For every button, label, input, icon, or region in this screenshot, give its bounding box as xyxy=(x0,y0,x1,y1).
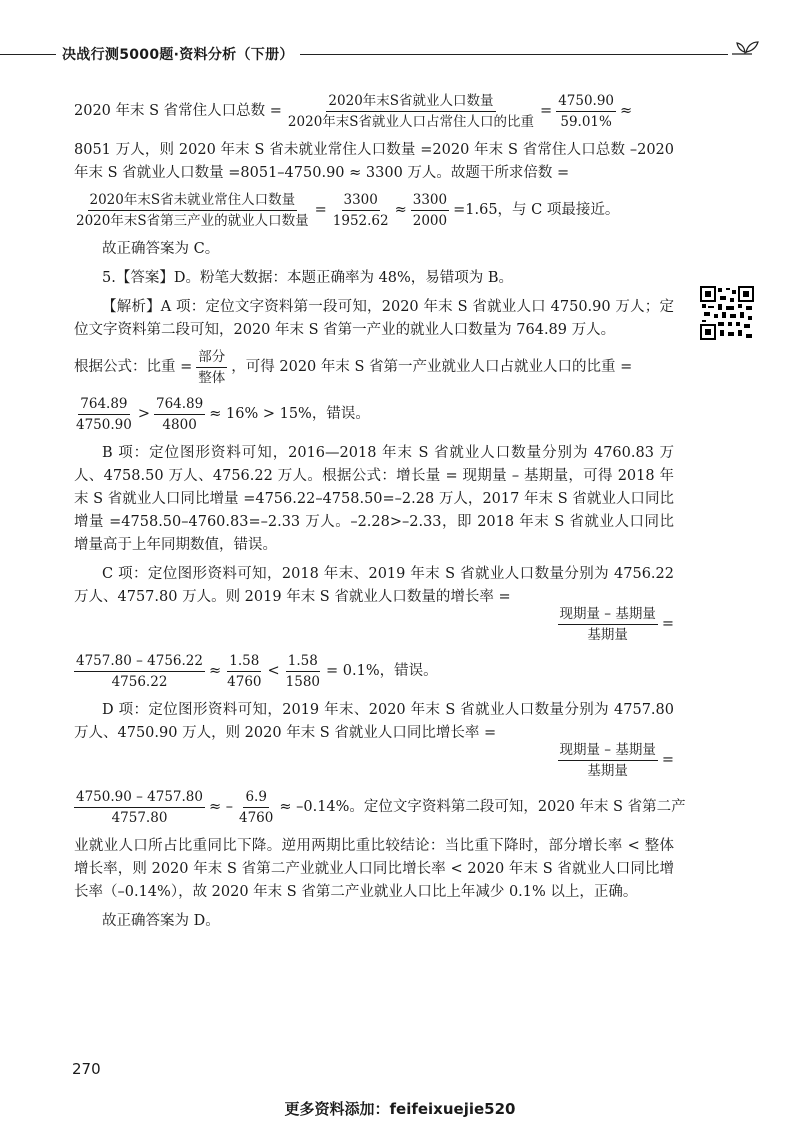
fraction xyxy=(74,652,205,691)
approx-sign: ≈ – xyxy=(208,799,233,815)
fraction-denominator: 2020年末S省第三产业的就业人口数量 xyxy=(76,213,309,229)
equals-sign: = xyxy=(661,752,674,768)
fraction xyxy=(196,348,227,387)
page-number: 270 xyxy=(72,1060,101,1078)
analysis-b: B 项：定位图形资料可知，2016—2018 年末 S 省就业人口数量分别为 4760.83 万人、4758.50 万人、4756.22 万人。根据公式：增长量 = 现期量 – 基期量，可得 2018 年末 S 省就业人口同比增量 =4756.22–4758.50=–2.28 万人，2017 年末 S 省就业人口同比增量 =4758.50–4760.83=–2.33 万人。–2.28>–2.33，即 2018 年末 S 省就业人口同比增量高于上年同期数值，错误。 xyxy=(74,445,674,553)
analysis-d-continued: 业就业人口所占比重同比下降。逆用两期比重比较结论：当比重下降时，部分增长率 < 整体增长率，则 2020 年末 S 省第二产业就业人口同比增长率 < 2020 年末 S 省就业人口同比增长率（–0.14%），故 2020 年末 S 省第二产业就业人口比上年减少 0.1% 以上，正确。 xyxy=(74,838,674,900)
fraction xyxy=(74,191,311,230)
approx-sign: ≈ xyxy=(620,103,633,119)
fraction-numerator: 3300 xyxy=(411,191,449,211)
fraction-numerator: 764.89 xyxy=(154,395,205,415)
fraction-denominator: 4800 xyxy=(162,417,197,433)
fraction-numerator: 764.89 xyxy=(78,395,129,415)
fraction-numerator: 6.9 xyxy=(243,788,268,808)
paragraph-calc: 8051 万人，则 2020 年末 S 省未就业常住人口数量 =2020 年末 S 省常住人口总数 –2020 年末 S 省就业人口数量 =8051–4750.90 ≈ 3300 万人。故题干所求倍数 = xyxy=(74,142,674,181)
fraction xyxy=(154,395,205,434)
approx-sign: ≈ xyxy=(394,202,407,218)
formula-row-a2 xyxy=(74,395,674,434)
header-rule-right xyxy=(300,54,728,55)
header-rule-left xyxy=(0,54,56,55)
fraction xyxy=(556,92,616,131)
formula-result: = 0.1%，错误。 xyxy=(326,663,438,679)
fraction-denominator: 4750.90 xyxy=(76,417,132,433)
running-header xyxy=(0,38,800,68)
footer-note: 更多资料添加：feifeixuejie520 xyxy=(284,1100,516,1118)
fraction xyxy=(411,191,449,230)
formula-row-d1 xyxy=(74,741,674,780)
fraction xyxy=(286,92,536,131)
approx-sign: ≈ xyxy=(208,663,222,679)
formula-tail: =1.65，与 C 项最接近。 xyxy=(453,202,620,218)
fraction-denominator: 1952.62 xyxy=(332,213,389,229)
fraction-numerator: 1.58 xyxy=(286,652,320,672)
fraction-denominator: 4760 xyxy=(227,674,262,690)
formula-row-c2 xyxy=(74,652,674,691)
fraction xyxy=(237,788,275,827)
greater-than-sign: > xyxy=(137,406,150,422)
fraction-numerator: 部分 xyxy=(196,348,227,368)
fraction xyxy=(225,652,263,691)
header-title: 决战行测5000题·资料分析（下册） xyxy=(62,47,294,63)
equals-sign: = xyxy=(314,202,327,218)
formula-tail: ≈ –0.14%。定位文字资料第二段可知，2020 年末 S 省第二产 xyxy=(279,799,686,815)
fraction-numerator: 现期量 – 基期量 xyxy=(558,605,658,625)
fraction-denominator: 2000 xyxy=(412,213,448,229)
formula-tail: ，可得 2020 年末 S 省第一产业就业人口占就业人口的比重 = xyxy=(231,359,633,375)
formula-row-a1 xyxy=(74,348,674,387)
less-than-sign: < xyxy=(267,663,280,679)
fraction-numerator: 2020年末S省就业人口数量 xyxy=(326,92,495,112)
fraction xyxy=(558,605,658,644)
fraction-denominator: 整体 xyxy=(198,370,226,386)
analysis-d: D 项：定位图形资料可知，2019 年末、2020 年末 S 省就业人口数量分别为 4757.80 万人、4750.90 万人，则 2020 年末 S 省就业人口同比增长率 = xyxy=(74,702,674,741)
formula-row-ratio xyxy=(74,191,674,230)
fraction-numerator: 2020年末S省未就业常住人口数量 xyxy=(88,191,298,211)
fraction-numerator: 4750.90 – 4757.80 xyxy=(74,788,205,808)
fraction-numerator: 4757.80 – 4756.22 xyxy=(74,652,205,672)
fraction-numerator: 现期量 – 基期量 xyxy=(558,741,658,761)
formula-row-d2 xyxy=(74,788,686,827)
fraction xyxy=(331,191,391,230)
fraction-numerator: 4750.90 xyxy=(556,92,616,112)
fraction xyxy=(558,741,658,780)
fraction-numerator: 3300 xyxy=(342,191,380,211)
fraction-denominator: 基期量 xyxy=(587,627,628,643)
formula-lead: 根据公式：比重 = xyxy=(74,359,193,375)
fraction-denominator: 4756.22 xyxy=(111,674,168,690)
formula-row-c1 xyxy=(74,605,674,644)
sprout-icon xyxy=(728,36,762,66)
question-5-answer: 5.【答案】D。粉笔大数据：本题正确率为 48%，易错项为 B。 xyxy=(102,270,514,286)
formula-result: ≈ 16% > 15%，错误。 xyxy=(209,406,370,422)
fraction-denominator: 2020年末S省就业人口占常住人口的比重 xyxy=(287,114,535,130)
fraction-denominator: 1580 xyxy=(285,674,321,690)
equals-sign: = xyxy=(540,103,553,119)
analysis-a: 【解析】A 项：定位文字资料第一段可知，2020 年末 S 省就业人口 4750.90 万人；定位文字资料第二段可知，2020 年末 S 省第一产业的就业人口数量为 764.89 万人。 xyxy=(74,299,674,338)
fraction-numerator: 1.58 xyxy=(227,652,261,672)
qr-code-icon[interactable] xyxy=(700,286,754,340)
fraction xyxy=(74,395,134,434)
fraction-denominator: 59.01% xyxy=(560,114,612,130)
analysis-c: C 项：定位图形资料可知，2018 年末、2019 年末 S 省就业人口数量分别为 4756.22 万人、4757.80 万人。则 2019 年末 S 省就业人口数量的增长率 = xyxy=(74,566,674,605)
answer-line: 故正确答案为 C。 xyxy=(102,241,220,257)
fraction-denominator: 4760 xyxy=(239,810,274,826)
fraction xyxy=(284,652,322,691)
formula-row-total xyxy=(74,92,674,131)
fraction-denominator: 基期量 xyxy=(587,763,628,779)
answer-line: 故正确答案为 D。 xyxy=(102,913,220,929)
formula-lead: 2020 年末 S 省常住人口总数 = xyxy=(74,103,282,119)
fraction-denominator: 4757.80 xyxy=(111,810,168,826)
equals-sign: = xyxy=(661,616,674,632)
page-content xyxy=(74,88,686,939)
fraction xyxy=(74,788,205,827)
